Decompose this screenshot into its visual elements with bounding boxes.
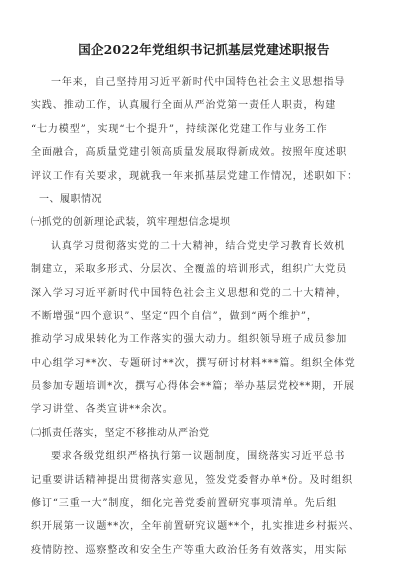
paragraph-line: 员参加专题培训*次，撰写心得体会**篇；举办基层党校**期，开展 — [31, 381, 355, 393]
paragraph-line: 推动学习成果转化为工作落实的强大动力。组织领导班子成员参加 — [31, 334, 348, 346]
paragraph-line: 修订“三重一大”制度，细化完善党委前置研究事项清单。先后组 — [31, 498, 338, 510]
paragraph-line: “七力模型”，实现“七个提升”，持续深化党建工作与业务工作 — [31, 123, 328, 135]
subsection-heading: ㈠抓党的创新理论武装，筑牢理想信念堤坝 — [31, 217, 231, 229]
paragraph-line: 记重要讲话精神提出贯彻落实意见，签发党委督办单*份。及时组织 — [31, 474, 353, 486]
paragraph-line: 一年来，自己坚持用习近平新时代中国特色社会主义思想指导 — [51, 77, 346, 88]
paragraph-line: 实践、推动工作，认真履行全面从严治党第一责任人职责，构建 — [31, 100, 337, 112]
paragraph-line: 中心组学习**次、专题研讨**次，撰写研讨材料***篇。组织全体党 — [31, 357, 356, 369]
paragraph-line: 制建立，采取多形式、分层次、全覆盖的培训形式，组织广大党员 — [31, 264, 348, 276]
section-heading: 一、履职情况 — [39, 193, 102, 205]
paragraph-line: 学习讲堂、各类宣讲**余次。 — [31, 404, 174, 416]
paragraph-line: 深入学习习近平新时代中国特色社会主义思想和党的二十大精神， — [31, 287, 348, 299]
paragraph-line: 疫情防控、巡察整改和安全生产等重大政治任务有效落实，用实际 — [31, 544, 348, 556]
paragraph-line: 要求各级党组织严格执行第一议题制度，围绕落实习近平总书 — [51, 451, 346, 463]
subsection-heading: ㈡抓责任落实，坚定不移推动从严治党 — [31, 427, 210, 439]
paragraph-line: 评议工作有关要求，现就我一年来抓基层党建工作情况，述职如下： — [31, 170, 358, 182]
report-title: 国企2022年党组织书记抓基层党建述职报告 — [78, 42, 330, 57]
paragraph-line: 认真学习贯彻落实党的二十大精神，结合党史学习教育长效机 — [51, 240, 346, 252]
paragraph-line: 织开展第一议题**次，全年前置研究议题**个，扎实推进乡村振兴、 — [31, 521, 360, 533]
report-body — [31, 71, 383, 562]
paragraph-line: 不断增强“四个意识”、坚定“四个自信”，做到“两个维护”， — [31, 310, 318, 322]
paragraph-line: 全面融合，高质量党建引领高质量发展取得新成效。按照年度述职 — [31, 147, 348, 159]
